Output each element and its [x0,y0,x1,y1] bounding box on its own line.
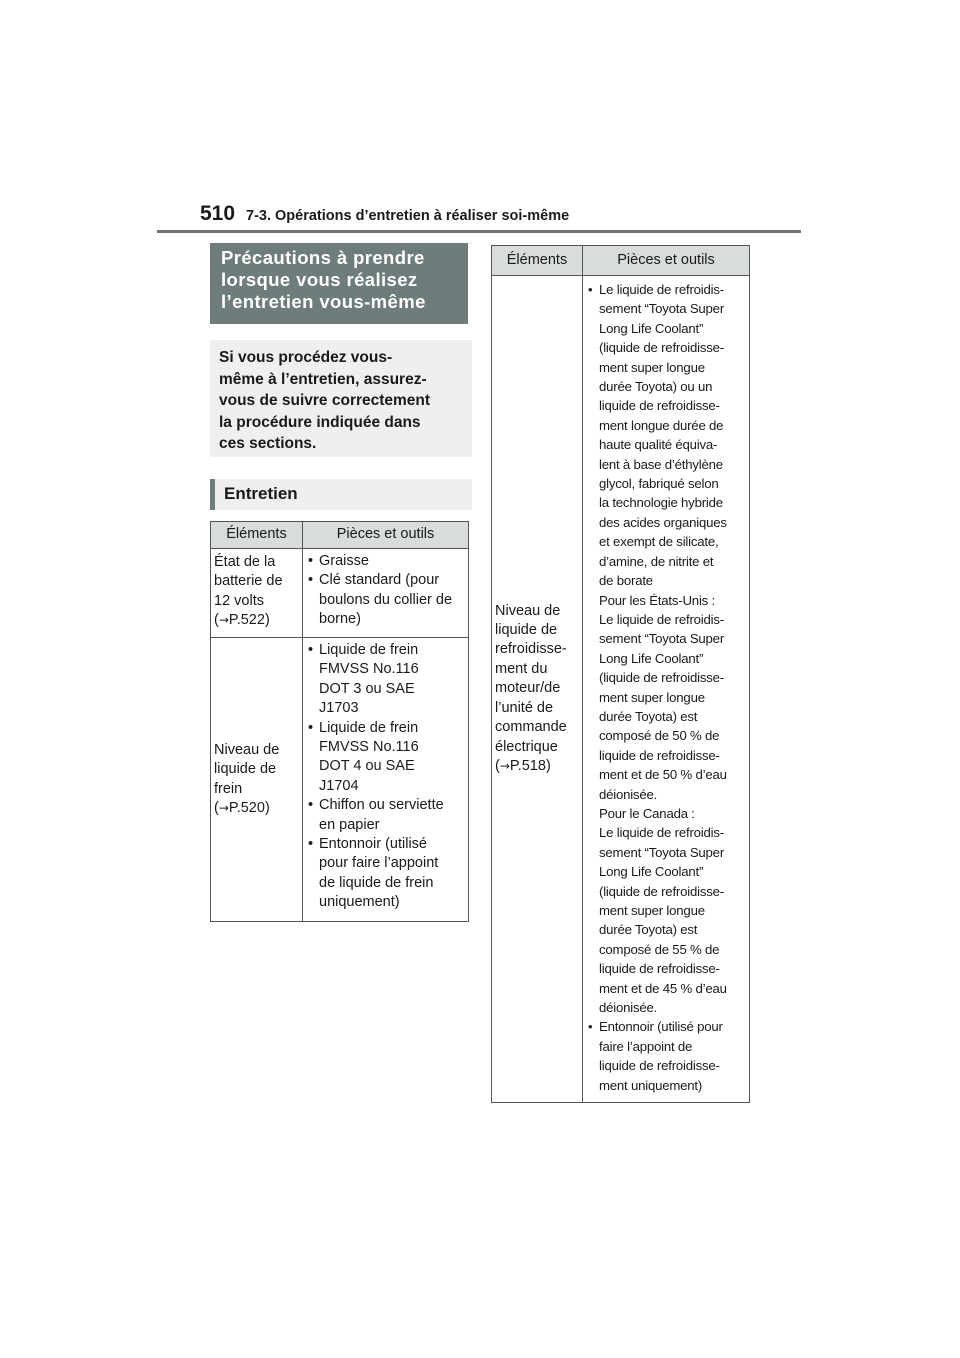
list-item-text: de liquide de frein [319,874,434,891]
list-item-text: déionisée. [599,1000,658,1016]
table-row [211,638,469,922]
list-item-text: glycol, fabriqué selon [599,476,719,492]
list-item-text: de borate [599,573,653,589]
item-line: Niveau de [495,602,561,619]
list-item-text: ment et de 50 % d’eau [599,767,727,783]
list-item-text: ment super longue [599,359,705,375]
item-line: Niveau de [214,741,280,758]
list-item [303,571,468,629]
list-item-text: (liquide de refroidisse- [599,340,724,356]
item-cell [492,276,583,1103]
page-header [198,202,802,242]
column-header-parts-tools: Pièces et outils [303,522,469,549]
list-item-text: Long Life Coolant” [599,320,704,336]
list-item-text: déionisée. [599,786,658,802]
list-item-text: haute qualité équiva- [599,437,718,453]
list-item [303,835,468,913]
list-item-text: Chiffon ou serviette [319,797,444,814]
item-line: ment du [495,660,548,677]
page-reference[interactable]: (→P.520) [214,799,270,816]
list-item-text: Entonnoir (utilisé [319,836,427,853]
precautions-title-box [210,243,468,324]
list-item [303,796,468,835]
table-header-row [211,522,469,549]
list-item-text: sement “Toyota Super [599,301,725,317]
item-line: l’unité de [495,699,554,716]
list-item [303,641,468,719]
list-item-text: Liquide de frein [319,642,419,658]
parts-cell [303,549,469,638]
item-cell [211,638,303,922]
list-item-text: ment super longue [599,689,705,705]
list-item-text: durée Toyota) est [599,922,698,938]
list-item-text: Pour les États-Unis : [599,592,715,608]
item-cell [211,549,303,638]
list-item-text: faire l’appoint de [599,1038,693,1054]
bullet-icon: • [308,553,314,569]
list-item-text: sement “Toyota Super [599,844,725,860]
list-item-text: uniquement) [319,894,400,911]
list-item-text: FMVSS No.116 [319,661,419,678]
list-item-text: Pour le Canada : [599,805,695,821]
item-line: moteur/de [495,680,561,697]
bullet-icon: • [308,836,314,853]
list-item-text: composé de 55 % de [599,941,720,957]
list-item [583,1017,749,1095]
page-reference[interactable]: (→P.522) [214,612,270,629]
table-header-row [492,246,750,276]
item-line: liquide de [214,761,277,778]
list-item [303,552,468,571]
title-line: Précautions à prendre [221,247,425,268]
list-item-text: ment longue durée de [599,417,724,433]
header-rule [157,230,801,233]
list-item-text: Liquide de frein [319,719,419,736]
intro-box [210,340,472,457]
bullet-icon: • [308,642,314,658]
list-item-text: pour faire l’appoint [319,855,439,872]
table-row [211,549,469,638]
page-reference-text: P.518 [509,757,546,774]
intro-line: même à l’entretien, assurez- [219,370,427,388]
list-item-text: ment uniquement) [599,1077,703,1093]
list-item-text: liquide de refroidisse- [599,961,720,977]
column-header-elements: Éléments [211,522,303,549]
list-item-text: lent à base d’éthylène [599,456,723,472]
list-item-text: ment super longue [599,903,705,918]
list-item-text: des acides organiques [599,514,727,530]
parts-cell [303,638,469,922]
section-title: 7-3. Opérations d’entretien à réaliser soi-même [246,208,570,224]
list-item-text: Clé standard (pour [319,572,440,589]
item-line: batterie de [214,573,283,590]
list-item [303,719,468,797]
list-item-text: boulons du collier de [319,591,453,608]
table-row [492,276,750,1103]
list-item-text: borne) [319,611,361,628]
item-line: commande [495,719,567,736]
arrow-right-icon: → [499,758,510,773]
list-item-text: Le liquide de refroidis- [599,825,724,841]
list-item-text: durée Toyota) est [599,708,698,724]
list-item-text: DOT 4 ou SAE [319,758,415,775]
list-item-text: liquide de refroidisse- [599,1058,720,1074]
bullet-icon: • [308,797,314,814]
intro-line: vous de suivre correctement [219,392,431,409]
column-header-elements: Éléments [492,246,583,276]
title-line: l’entretien vous-même [221,291,426,312]
maintenance-table-left [210,521,469,922]
list-item-text: en papier [319,816,380,833]
parts-cell [583,276,750,1103]
list-item-text: liquide de refroidisse- [599,398,720,414]
list-item-text: FMVSS No.116 [319,739,419,756]
list-item-text: J1703 [319,700,359,717]
entretien-subheading: Entretien [210,479,472,510]
arrow-right-icon: → [218,613,229,628]
column-header-parts-tools: Pièces et outils [583,246,750,276]
list-item-text: DOT 3 ou SAE [319,680,415,697]
bullet-icon: • [588,1019,593,1035]
intro-line: Si vous procédez vous- [219,349,393,366]
list-item-text: Le liquide de refroidis- [599,611,724,627]
item-line: frein [214,780,243,797]
item-line: liquide de [495,622,558,639]
list-item-text: Le liquide de refroidis- [599,282,724,297]
item-line: électrique [495,738,558,755]
list-item [583,280,749,1017]
list-item-text: durée Toyota) ou un [599,379,713,395]
list-item-text: la technologie hybride [599,495,723,511]
page-reference-text: P.522 [228,612,265,629]
list-item-text: d’amine, de nitrite et [599,553,714,569]
item-line: 12 volts [214,592,264,609]
list-item-text: et exempt de silicate, [599,534,719,550]
page-reference[interactable]: (→P.518) [495,757,551,774]
list-item-text: sement “Toyota Super [599,631,725,647]
list-item-text: composé de 50 % de [599,728,720,744]
list-item-text: liquide de refroidisse- [599,747,720,763]
list-item-text: J1704 [319,777,359,794]
page-number: 510 [200,202,236,225]
bullet-icon: • [308,572,314,589]
bullet-icon: • [308,719,314,736]
list-item-text: Long Life Coolant” [599,864,704,880]
list-item-text: Long Life Coolant” [599,650,704,666]
item-line: État de la [214,554,276,570]
item-line: refroidisse- [495,641,567,658]
page-reference-text: P.520 [228,799,265,816]
intro-line: la procédure indiquée dans [219,413,421,431]
list-item-text: (liquide de refroidisse- [599,883,724,899]
bullet-icon: • [588,282,593,297]
arrow-right-icon: → [218,800,229,815]
maintenance-table-right [491,245,750,1103]
list-item-text: Graisse [319,553,369,569]
intro-line: ces sections. [219,435,317,452]
list-item-text: Entonnoir (utilisé pour [599,1019,723,1035]
list-item-text: (liquide de refroidisse- [599,670,724,686]
list-item-text: ment et de 45 % d’eau [599,980,727,996]
title-line: lorsque vous réalisez [221,269,418,290]
